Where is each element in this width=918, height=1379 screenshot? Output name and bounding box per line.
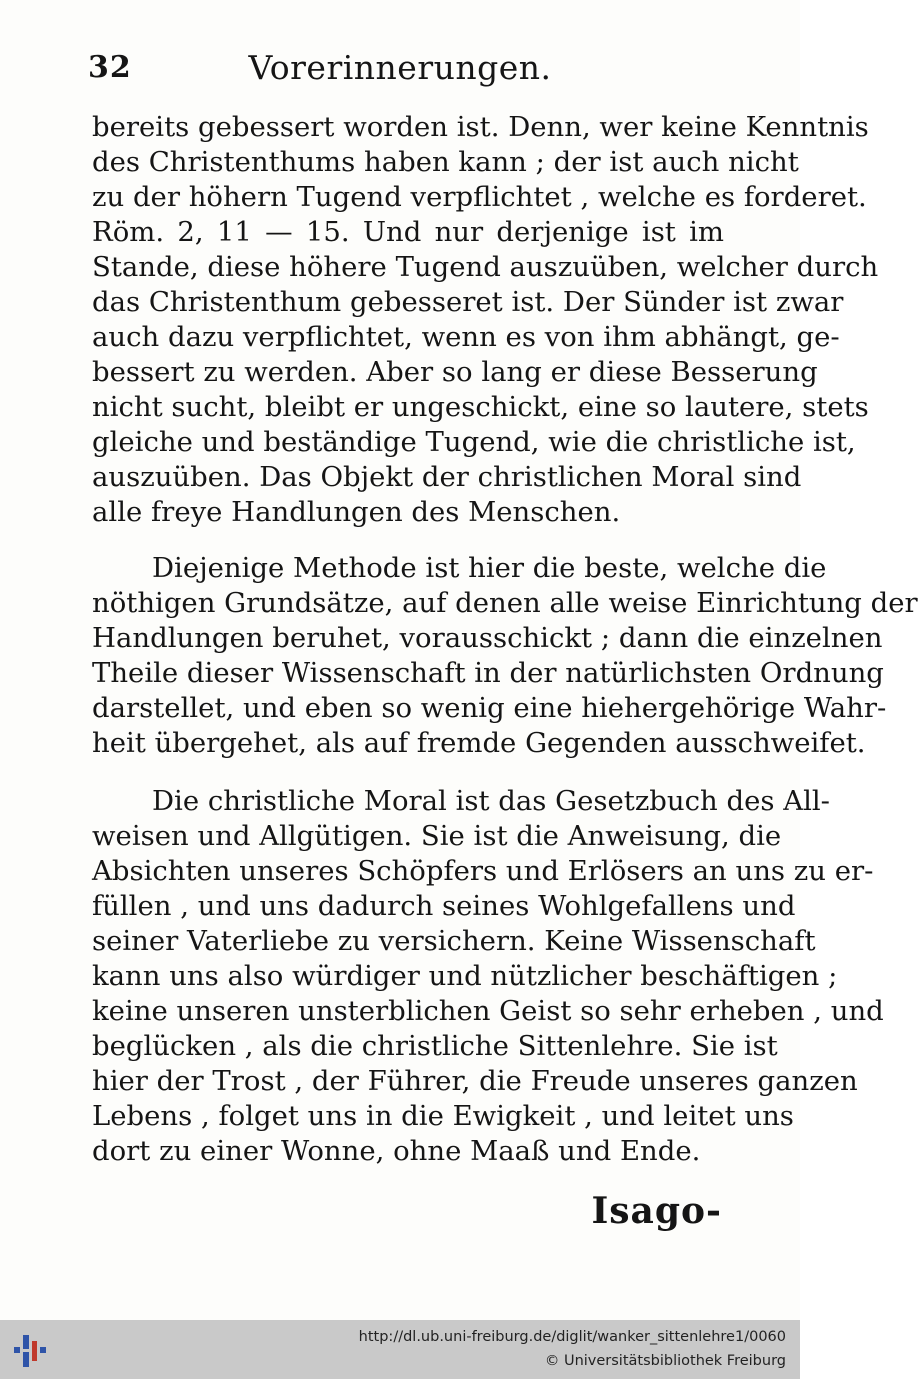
text-line: beglücken , als die christliche Sittenlehre. Sie ist [92,1030,778,1062]
text-line: Stande, diese höhere Tugend auszuüben, welcher durch [92,251,879,283]
paragraph-3 [92,784,884,1169]
text-line: des Christenthums haben kann ; der ist auch nicht [92,146,799,178]
text-line: hier der Trost , der Führer, die Freude unseres ganzen [92,1065,858,1097]
library-logo-icon [12,1331,52,1371]
paragraph-2 [92,551,918,761]
text-line: füllen , und uns dadurch seines Wohlgefallens und [92,890,796,922]
text-line: keine unseren unsterblichen Geist so sehr erheben , und [92,995,884,1027]
text-line: kann uns also würdiger und nützlicher beschäftigen ; [92,960,838,992]
text-line: das Christenthum gebesseret ist. Der Sünder ist zwar [92,286,844,318]
logo-bar-mid-bottom [23,1352,29,1367]
body-text [92,110,918,1169]
logo-bar-mid-top [23,1335,29,1349]
viewer-footer [0,1320,800,1379]
text-line: Handlungen beruhet, vorausschickt ; dann die einzelnen [92,622,883,654]
text-line: Diejenige Methode ist hier die beste, welche die [152,552,827,584]
text-line: bessert zu werden. Aber so lang er diese Besserung [92,356,818,388]
text-line: darstellet, und eben so wenig eine hiehergehörige Wahr- [92,692,887,724]
text-line: nöthigen Grundsätze, auf denen alle weise Einrichtung der [92,587,918,619]
text-line: Theile dieser Wissenschaft in der natürlichsten Ordnung [92,657,884,689]
text-line: Röm. 2, 11 — 15. Und nur derjenige ist im [92,216,724,248]
text-line: Absichten unseres Schöpfers und Erlösers an uns zu er- [92,855,874,887]
text-line: auch dazu verpflichtet, wenn es von ihm abhängt, ge- [92,321,840,353]
text-line: Die christliche Moral ist das Gesetzbuch des All- [152,785,830,817]
text-line: auszuüben. Das Objekt der christlichen Moral sind [92,461,802,493]
copyright-notice: © Universitätsbibliothek Freiburg [544,1353,786,1369]
logo-bar-accent [32,1341,37,1361]
logo-bar-right [40,1347,46,1353]
text-line: heit übergehet, als auf fremde Gegenden ausschweifet. [92,727,866,759]
text-line: gleiche und beständige Tugend, wie die christliche ist, [92,426,856,458]
page-number: 32 [88,50,132,85]
text-line: nicht sucht, bleibt er ungeschickt, eine so lautere, stets [92,391,869,423]
text-line: bereits gebessert worden ist. Denn, wer keine Kenntnis [92,111,869,143]
text-line: Lebens , folget uns in die Ewigkeit , und leitet uns [92,1100,794,1132]
running-head: Vorerinnerungen. [248,48,552,87]
logo-bar-left [14,1347,20,1353]
source-url[interactable]: http://dl.ub.uni-freiburg.de/diglit/wanker_sittenlehre1/0060 [358,1329,786,1345]
text-line: zu der höhern Tugend verpflichtet , welche es forderet. [92,181,867,213]
catchword: Isago- [591,1190,722,1232]
text-line: dort zu einer Wonne, ohne Maaß und Ende. [92,1135,701,1167]
text-line: weisen und Allgütigen. Sie ist die Anweisung, die [92,820,782,852]
paragraph-gap [92,761,724,784]
paragraph-gap [92,530,724,551]
text-line: alle freye Handlungen des Menschen. [92,496,621,528]
text-line: seiner Vaterliebe zu versichern. Keine Wissenschaft [92,925,816,957]
paragraph-1 [92,110,879,530]
